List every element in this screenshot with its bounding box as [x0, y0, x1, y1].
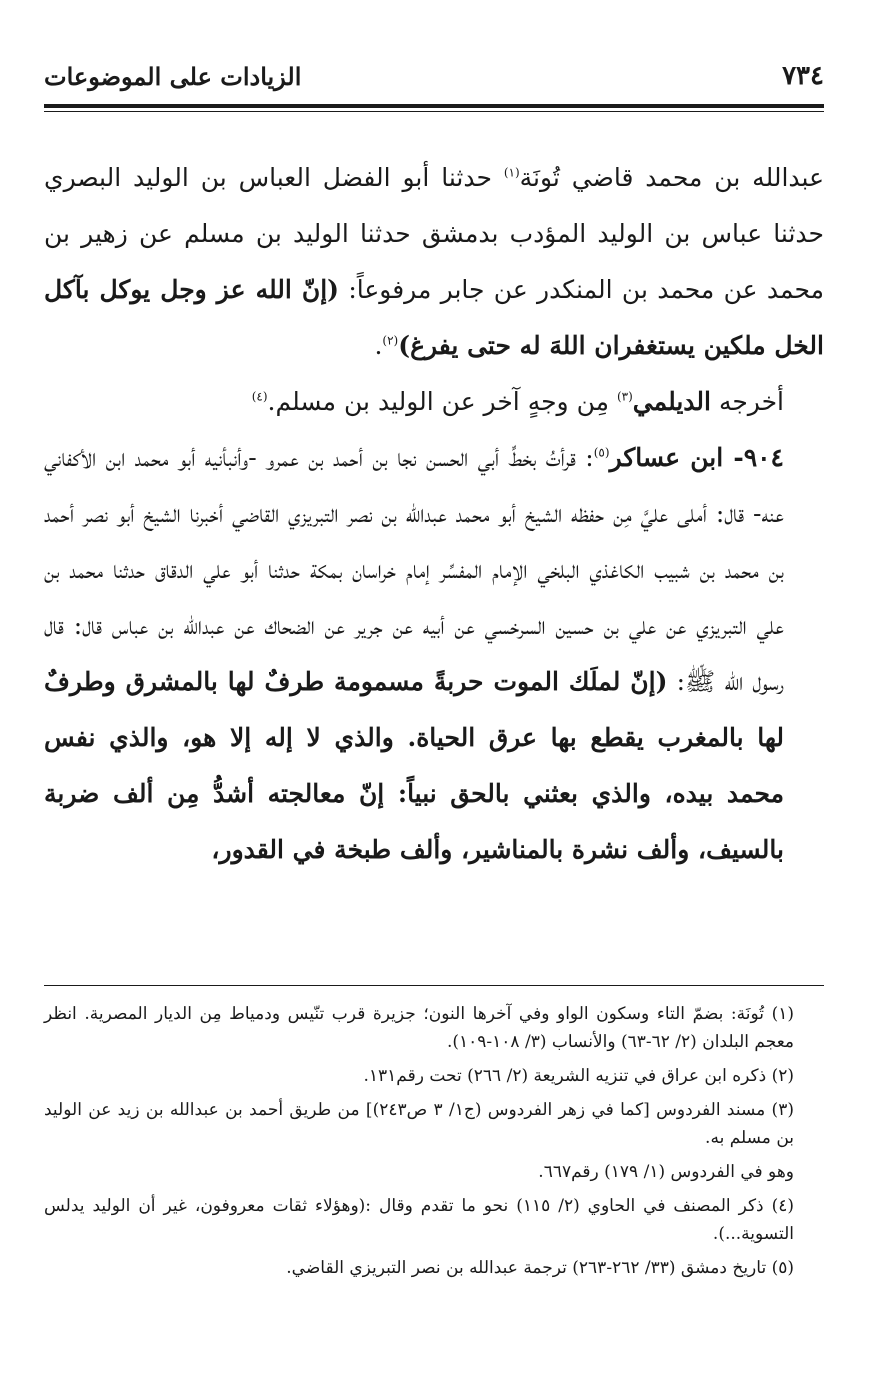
- footnote-ref-2: (٢): [382, 333, 399, 348]
- header-rule-thin: [44, 111, 824, 112]
- book-page: [44, 0, 824, 1385]
- text-run: .: [374, 331, 383, 360]
- header-rule-thick: [44, 104, 824, 108]
- footnote-5: (٥) تاريخ دمشق (٣٣/ ٢٦٢-٢٦٣) ترجمة عبدالله بن نصر التبريزي القاضي.: [286, 1258, 794, 1278]
- footnotes: [44, 1000, 824, 1288]
- footnote-ref-3: (٣): [616, 389, 633, 404]
- footnote-3: (٣) مسند الفردوس [كما في زهر الفردوس (ج١/ ٣ ص٢٤٣)] من طريق أحمد بن عبدالله بن زيد عن الوليد بن مسلم به.: [44, 1100, 794, 1148]
- footnote-ref-5: (٥): [593, 445, 610, 460]
- hadith-text: (إنّ لملَك الموت حربةً مسمومة طرفٌ لها بالمشرق وطرفٌ لها بالمغرب يقطع بها عرق الحياة. والذي لا إله إلا هو، والذي نفس محمد بيده، والذي بعثني بالحق نبياً: إنّ معالجته أشدُّ مِن ألف ضربة بالسيف، وألف نشرة بالمناشير، وألف طبخة في القدور،: [44, 667, 784, 864]
- text-run: : قرأتُ بخطِّ أبي الحسن نجا بن أحمد بن عمرو -وأنبأنيه أبو محمد ابن الأكفاني عنه- قال: أملى عليَّ مِن حفظه الشيخ أبو محمد عبدالله بن نصر التبريزي القاضي أخبرنا الشيخ أبو نصر أحمد بن محمد بن شبيب الكاغذي البلخي الإمام المفسِّر إمام خراسان بمكة حدثنا أبو علي الدقاق حدثنا محمد بن علي التبريزي عن علي بن حسين السرخسي عن أبيه عن جرير عن الضحاك عن عبدالله بن عباس قال: قال رسول الله ﷺ:: [44, 443, 784, 696]
- text-run: مِن وجهٍ آخر عن الوليد بن مسلم.: [267, 387, 617, 416]
- text-run: حدثنا أبو الفضل العباس بن الوليد البصري حدثنا عباس بن الوليد المؤدب بدمشق حدثنا الوليد بن مسلم عن زهير بن محمد عن محمد بن المنكدر عن جابر مرفوعاً:: [44, 163, 824, 304]
- entry-number: ٩٠٤- ابن عساكر: [609, 443, 784, 472]
- text-run: عبدالله بن محمد قاضي تُونَة: [519, 163, 825, 192]
- running-title: الزيادات على الموضوعات: [44, 61, 302, 91]
- source-name: الديلمي: [632, 387, 711, 416]
- footnote-1: (١) تُونَة: بضمّ التاء وسكون الواو وفي آخرها النون؛ جزيرة قرب تنّيس ودمياط مِن الديار المصرية. انظر معجم البلدان (٢/ ٦٢-٦٣) والأنساب (٣/ ١٠٨-١٠٩).: [44, 1004, 794, 1052]
- page-header: [44, 56, 824, 96]
- footnote-ref-1: (١): [503, 165, 520, 180]
- paragraph-3: [44, 430, 824, 878]
- footnote-4: (٤) ذكر المصنف في الحاوي (٢/ ١١٥) نحو ما تقدم وقال :(وهؤلاء ثقات معروفون، غير أن الوليد يدلس التسوية...).: [44, 1196, 794, 1244]
- paragraph-2: [44, 374, 824, 430]
- text-run: أخرجه: [711, 387, 784, 416]
- footnote-ref-4: (٤): [251, 389, 268, 404]
- footnote-3-continuation: وهو في الفردوس (١/ ١٧٩) رقم٦٦٧.: [538, 1162, 794, 1182]
- hadith-text: (إنّ الله عز وجل يوكل بآكل الخل ملكين يستغفران اللهَ له حتى يفرغ): [44, 275, 824, 360]
- page-number: ٧٣٤: [782, 61, 824, 91]
- main-text: [44, 150, 824, 878]
- footnote-separator: [44, 985, 824, 986]
- footnote-2: (٢) ذكره ابن عراق في تنزيه الشريعة (٢/ ٢٦٦) تحت رقم١٣١.: [363, 1066, 794, 1086]
- paragraph-1: [44, 150, 824, 374]
